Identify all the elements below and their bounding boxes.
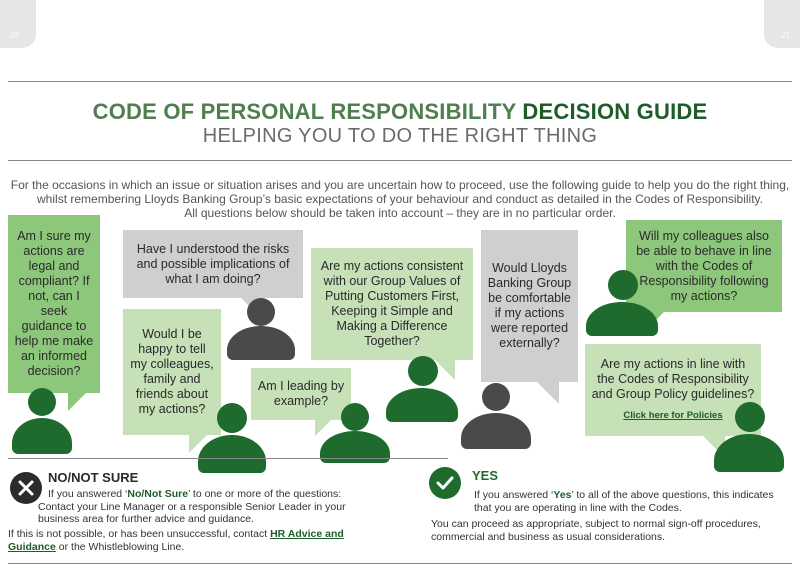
intro-line-3: All questions below should be taken into account – they are in no particular order.: [184, 206, 616, 220]
bottom-divider: [8, 458, 448, 459]
yes-highlight: Yes: [553, 489, 572, 501]
yes-pre: If you answered ‘: [474, 489, 554, 501]
question-text: Will my colleagues also be able to behave in line with the Codes of Responsibility following my actions?: [636, 228, 772, 303]
policies-link[interactable]: Click here for Policies: [623, 410, 723, 421]
page-title: [0, 99, 800, 125]
person-icon: [320, 403, 390, 463]
page-number-left: 20: [9, 30, 18, 40]
check-icon: [429, 467, 461, 499]
contact-pre: If this is not possible, or has been unsuccessful, contact: [8, 528, 268, 540]
question-bubble-reported: [481, 230, 578, 382]
no-line-2: Contact your Line Manager or a responsible Senior Leader in your business area for further advice and guidance.: [38, 500, 346, 525]
person-icon: [714, 402, 784, 472]
title-divider: [8, 160, 792, 161]
question-text: Have I understood the risks and possible implications of what I am doing?: [136, 241, 290, 286]
person-icon: [12, 388, 72, 454]
hr-advice-link[interactable]: HR Advice and Guidance: [8, 528, 344, 553]
right-page-tab: [764, 0, 800, 48]
question-bubble-legal: [8, 215, 100, 393]
person-icon: [586, 270, 658, 336]
person-icon: [461, 383, 531, 449]
person-icon: [198, 403, 266, 473]
yes-proceed-text: You can proceed as appropriate, subject to normal sign-off procedures, commercial and business as usual considerations.: [431, 518, 761, 543]
title-part-1: CODE OF PERSONAL RESPONSIBILITY: [92, 99, 517, 124]
page-number-right: 21: [781, 30, 790, 40]
question-bubble-risks: [123, 230, 303, 298]
intro-line-1: For the occasions in which an issue or situation arises and you are uncertain how to proceed, use the following guide to help you do the right thing,: [10, 178, 790, 192]
yes-title: YES: [472, 468, 499, 483]
left-page-tab: [0, 0, 36, 48]
question-bubble-values: [311, 248, 473, 360]
question-text: Would I be happy to tell my colleagues, family and friends about my actions?: [130, 327, 214, 416]
page-subtitle: HELPING YOU TO DO THE RIGHT THING: [202, 125, 598, 147]
intro-line-2: whilst remembering Lloyds Banking Group’s basic expectations of your behaviour and conduct as detailed in the Codes of Responsibility.: [37, 192, 763, 206]
footer-divider: [8, 563, 792, 564]
no-highlight: No/Not Sure: [127, 488, 189, 500]
contact-post: or the Whistleblowing Line.: [58, 540, 185, 553]
no-title: NO/NOT SURE: [48, 470, 139, 485]
question-text: Am I sure my actions are legal and compliant? If not, can I seek guidance to help me make an informed decision?: [14, 229, 94, 378]
person-icon: [386, 356, 458, 422]
question-text: Are my actions in line with the Codes of Responsibility and Group Policy guidelines?: [591, 357, 755, 401]
no-text: [38, 488, 378, 526]
no-pre: If you answered ‘: [48, 488, 128, 500]
question-text: Would Lloyds Banking Group be comfortable if my actions were reported externally?: [487, 261, 572, 350]
no-contact: [8, 528, 388, 553]
person-icon: [225, 298, 297, 360]
title-part-2: DECISION GUIDE: [522, 99, 708, 124]
question-text: Are my actions consistent with our Group Values of Putting Customers First, Keeping it Simple and Making a Difference Together?: [320, 259, 464, 348]
question-text: Am I leading by example?: [257, 379, 345, 408]
intro-text: [10, 178, 790, 220]
no-post: ’ to one or more of the questions:: [188, 488, 342, 500]
top-divider: [8, 81, 792, 82]
yes-text: [474, 489, 794, 514]
yes-post: ’ to all of the above questions, this indicates that you are operating in line with the Codes.: [474, 489, 774, 514]
